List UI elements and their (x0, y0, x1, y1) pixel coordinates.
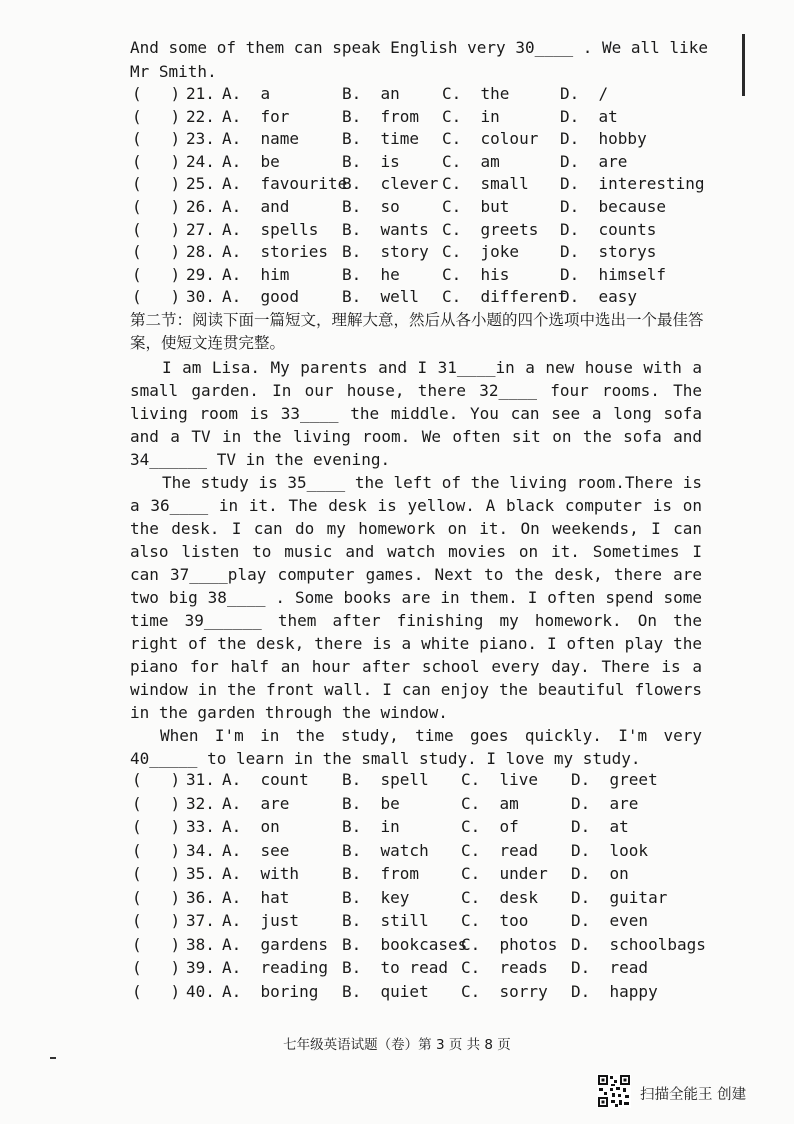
sec2-q33-b: B. in (342, 817, 400, 836)
sec1-q26-b: B. so (342, 197, 400, 216)
sec1-q29-d: D. himself (560, 264, 666, 284)
sec2-q40-d: D. happy (571, 981, 658, 1001)
sec1-q25-num: 25. (186, 174, 215, 194)
sec2-q33-num: 33. (186, 817, 215, 836)
sec2-q32-c: C. am (461, 793, 519, 813)
sec1-q24-c: C. am (442, 151, 500, 171)
passage-paragraph-3: When I'm in the study, time goes quickly. I'm very 40_____ to learn in the small study. I love my study. (130, 726, 702, 768)
scanner-watermark: 扫描全能王 创建 (640, 1087, 747, 1103)
sec1-q28-c: C. joke (442, 242, 520, 262)
sec1-q28-paren[interactable]: ( ) (132, 242, 181, 262)
sec2-q32-d: D. are (571, 793, 639, 813)
sec2-q32-b: B. be (342, 793, 400, 813)
sec2-q36-paren[interactable]: ( ) (132, 887, 181, 907)
sec2-q39-c: C. reads (461, 958, 548, 977)
sec1-q27-c: C. greets (442, 219, 539, 239)
sec1-q28-d: D. storys (560, 242, 657, 262)
sec1-q28-a: A. stories (222, 242, 328, 262)
sec1-q26-a: A. and (222, 197, 290, 216)
sec1-q23-a: A. name (222, 129, 300, 149)
page-footer: 七年级英语试题（卷）第 3 页 共 8 页 (283, 1037, 511, 1053)
sec1-q25-paren[interactable]: ( ) (132, 174, 181, 194)
sec2-q36-d: D. guitar (571, 887, 668, 907)
sec2-q33-a: A. on (222, 817, 280, 836)
sec1-q29-paren[interactable]: ( ) (132, 264, 181, 284)
sec2-q37-a: A. just (222, 911, 300, 930)
sec1-q26-num: 26. (186, 197, 215, 216)
sec1-q28-b: B. story (342, 242, 429, 262)
sec1-q29-c: C. his (442, 264, 510, 284)
sec2-q31-d: D. greet (571, 770, 658, 789)
sec1-q22-num: 22. (186, 106, 215, 126)
sec2-q35-num: 35. (186, 864, 215, 883)
sec1-q27-num: 27. (186, 219, 215, 239)
sec2-q37-c: C. too (461, 911, 529, 930)
sec2-q34-b: B. watch (342, 840, 429, 860)
sec1-q23-c: C. colour (442, 129, 539, 149)
sec1-q27-paren[interactable]: ( ) (132, 219, 181, 239)
sec2-q34-a: A. see (222, 840, 290, 860)
sec2-q31-num: 31. (186, 770, 215, 789)
sec2-q40-c: C. sorry (461, 981, 548, 1001)
reading-passage (130, 356, 702, 770)
sec2-q35-d: D. on (571, 864, 629, 883)
sec1-q22-d: D. at (560, 106, 618, 126)
sec2-q36-num: 36. (186, 887, 215, 907)
sec2-q35-a: A. with (222, 864, 300, 883)
sec1-q26-c: C. but (442, 197, 510, 216)
sec2-q32-num: 32. (186, 793, 215, 813)
sec1-q21-a: A. a (222, 84, 271, 103)
sec1-q24-d: D. are (560, 151, 628, 171)
sec2-q37-d: D. even (571, 911, 649, 930)
sec1-q30-c: C. different (442, 287, 568, 307)
sec1-q21-d: D. / (560, 84, 609, 103)
sec2-q38-num: 38. (186, 934, 215, 954)
sec2-q37-num: 37. (186, 911, 215, 930)
sec2-q35-c: C. under (461, 864, 548, 883)
sec2-q39-paren[interactable]: ( ) (132, 958, 181, 977)
sec1-q26-paren[interactable]: ( ) (132, 197, 181, 216)
sec1-q30-d: D. easy (560, 287, 638, 307)
sec1-q27-a: A. spells (222, 219, 319, 239)
sec2-q31-a: A. count (222, 770, 309, 789)
sec2-q38-paren[interactable]: ( ) (132, 934, 181, 954)
sec1-q27-b: B. wants (342, 219, 429, 239)
sec2-q39-a: A. reading (222, 958, 328, 977)
passage-paragraph-1: I am Lisa. My parents and I 31____in a new house with a small garden. In our house, there 32____ four rooms. The living room is 33____ the middle. You can see a long sofa and a TV in the living room. We often sit on the sofa and 34______ TV in the evening. (130, 358, 702, 469)
sec2-q31-b: B. spell (342, 770, 429, 789)
sec1-q29-b: B. he (342, 264, 400, 284)
sec2-q35-paren[interactable]: ( ) (132, 864, 181, 883)
sec1-q23-b: B. time (342, 129, 420, 149)
sec2-q38-c: C. photos (461, 934, 558, 954)
sec1-q25-a: A. favourite (222, 174, 348, 194)
sec2-q38-b: B. bookcases (342, 934, 468, 954)
margin-mark (50, 1057, 56, 1059)
sec2-q40-b: B. quiet (342, 981, 429, 1001)
sec1-q27-d: D. counts (560, 219, 657, 239)
sec2-q38-d: D. schoolbags (571, 934, 706, 954)
sec1-q23-d: D. hobby (560, 129, 647, 149)
sec1-q29-num: 29. (186, 264, 215, 284)
sec1-q24-num: 24. (186, 151, 215, 171)
sec2-q33-paren[interactable]: ( ) (132, 817, 181, 836)
sec1-q21-num: 21. (186, 84, 215, 103)
sec2-q38-a: A. gardens (222, 934, 328, 954)
sec2-q36-b: B. key (342, 887, 410, 907)
sec1-q21-c: C. the (442, 84, 510, 103)
sec2-q40-num: 40. (186, 981, 215, 1001)
sec1-q29-a: A. him (222, 264, 290, 284)
sec1-q22-a: A. for (222, 106, 290, 126)
sec1-q30-paren[interactable]: ( ) (132, 287, 181, 307)
sec1-q25-c: C. small (442, 174, 529, 194)
sec2-q34-d: D. look (571, 840, 649, 860)
sec1-q21-paren[interactable]: ( ) (132, 84, 181, 103)
sec1-q21-b: B. an (342, 84, 400, 103)
sec2-q36-c: C. desk (461, 887, 539, 907)
passage-paragraph-2: The study is 35____ the left of the living room.There is a 36____ in it. The desk is yellow. A black computer is on the desk. I can do my homework on it. On weekends, I can also listen to music and watch movies on it. Sometimes I can 37____play computer games. Next to the desk, there are two big 38____ . Some books are in them. I often spend some time 39______ them after finishing my homework. On the right of the desk, there is a white piano. I often play the piano for half an hour after school every day. There is a window in the front wall. I can enjoy the beautiful flowers in the garden through the window. (130, 473, 702, 722)
sec2-q39-d: D. read (571, 958, 649, 977)
intro-line-2: Mr Smith. (130, 62, 217, 81)
sec1-q26-d: D. because (560, 197, 666, 216)
sec1-q24-b: B. is (342, 151, 400, 171)
sec2-q40-a: A. boring (222, 981, 319, 1001)
sec1-q30-b: B. well (342, 287, 420, 307)
sec2-q40-paren[interactable]: ( ) (132, 981, 181, 1001)
sec2-q32-a: A. are (222, 793, 290, 813)
sec1-q22-paren[interactable]: ( ) (132, 106, 181, 126)
sec2-q31-c: C. live (461, 770, 539, 789)
sec2-q34-num: 34. (186, 840, 215, 860)
scan-edge-mark (742, 34, 745, 96)
sec2-q39-num: 39. (186, 958, 215, 977)
sec2-q39-b: B. to read (342, 958, 448, 977)
sec2-q33-c: C. of (461, 817, 519, 836)
sec2-q31-paren[interactable]: ( ) (132, 770, 181, 789)
sec2-q37-b: B. still (342, 911, 429, 930)
sec1-q24-a: A. be (222, 151, 280, 171)
sec2-q35-b: B. from (342, 864, 420, 883)
sec2-q33-d: D. at (571, 817, 629, 836)
sec1-q23-num: 23. (186, 129, 215, 149)
sec1-q25-b: B. clever (342, 174, 439, 194)
sec1-q30-a: A. good (222, 287, 300, 307)
sec1-q30-num: 30. (186, 287, 215, 307)
sec1-q24-paren[interactable]: ( ) (132, 151, 181, 171)
sec1-q23-paren[interactable]: ( ) (132, 129, 181, 149)
sec1-q28-num: 28. (186, 242, 215, 262)
sec2-q34-paren[interactable]: ( ) (132, 840, 181, 860)
sec2-q36-a: A. hat (222, 887, 290, 907)
section2-heading: 第二节：阅读下面一篇短文，理解大意，然后从各小题的四个选项中选出一个最佳答案，使短文连贯完整。 (130, 311, 704, 352)
sec2-q34-c: C. read (461, 840, 539, 860)
sec1-q25-d: D. interesting (560, 174, 705, 194)
sec2-q37-paren[interactable]: ( ) (132, 911, 181, 930)
sec1-q22-b: B. from (342, 106, 420, 126)
intro-line-1: And some of them can speak English very 30____ . We all like (130, 38, 708, 57)
sec2-q32-paren[interactable]: ( ) (132, 793, 181, 813)
sec1-q22-c: C. in (442, 106, 500, 126)
qr-code-icon (597, 1074, 631, 1108)
